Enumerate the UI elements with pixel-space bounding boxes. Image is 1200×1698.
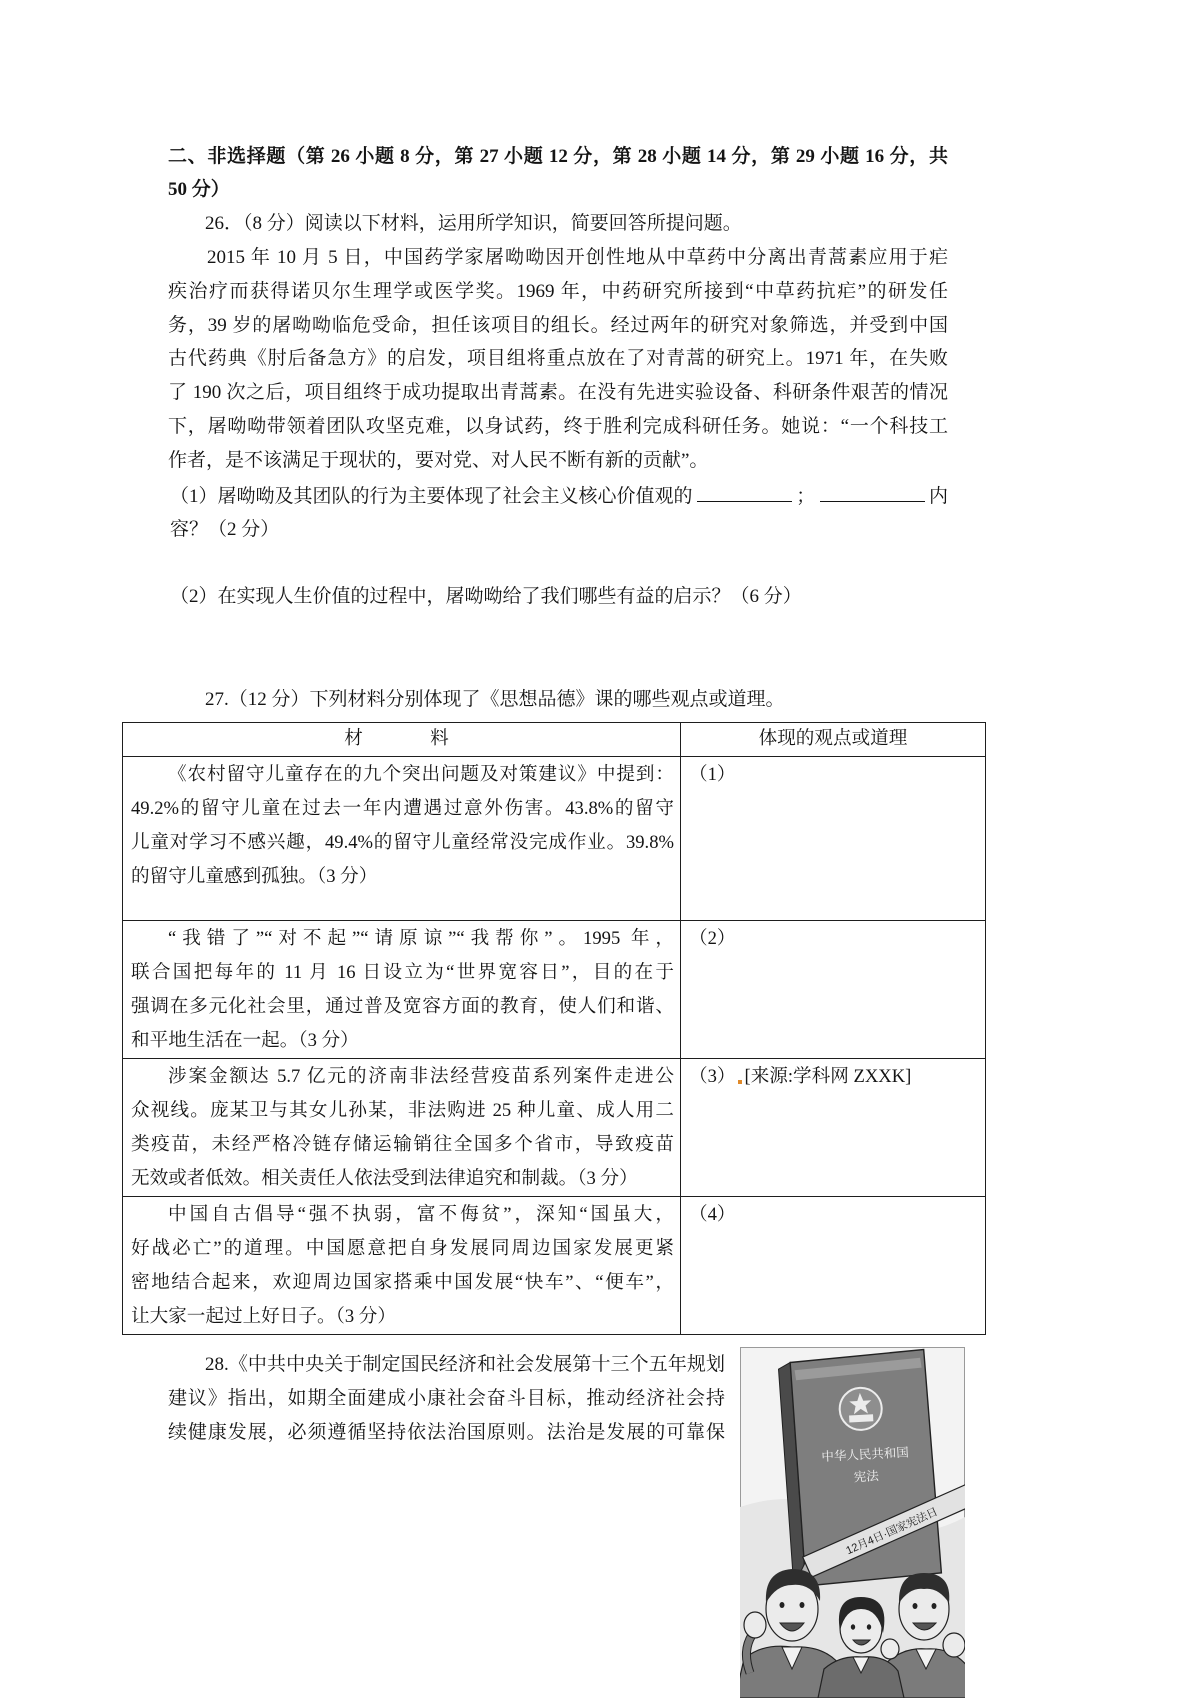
q26-sub1-text: （1）屠呦呦及其团队的行为主要体现了社会主义核心价值观的 <box>170 486 693 507</box>
table-row <box>123 921 986 1059</box>
material-cell <box>123 921 681 1059</box>
raised-fist <box>943 1633 965 1657</box>
answer-label: （1） <box>689 764 736 785</box>
q28-line: 续健康发展，必须遵循坚持依法治国原则。法治是发展的可靠保 <box>168 1422 725 1443</box>
answer-label: （2） <box>689 928 736 949</box>
q26-material-line: 2015 年 10 月 5 日，中国药学家屠呦呦因开创性地从中草药中分离出青蒿素应用于疟 <box>207 247 948 268</box>
section-heading-line: 二、非选择题（第 26 小题 8 分，第 27 小题 12 分，第 28 小题 14 分，第 29 小题 16 分，共 <box>168 146 948 167</box>
answer-label-with-source <box>689 1060 979 1094</box>
answer-blank-1[interactable] <box>697 483 792 502</box>
table-row <box>123 757 986 921</box>
section-heading-line: 50 分） <box>168 179 230 200</box>
national-emblem-icon <box>839 1387 883 1431</box>
material-line: 联合国把每年的 11 月 16 日设立为“世界宽容日”，目的在于 <box>131 962 674 983</box>
material-line: 《农村留守儿童存在的九个突出问题及对策建议》中提到： <box>168 764 674 785</box>
raised-fist <box>881 1639 899 1659</box>
answer-label: （3） <box>689 1066 736 1087</box>
q27-table <box>122 722 986 1335</box>
material-cell <box>123 1197 681 1335</box>
q26-material-line: 了 190 次之后，项目组终于成功提取出青蒿素。在没有先进实验设备、科研条件艰苦的情况 <box>168 382 948 403</box>
answer-blank-2[interactable] <box>820 483 925 502</box>
ribbon-text: 12月4日·国家宪法日 <box>844 1505 940 1558</box>
answer-label: （4） <box>689 1204 736 1225</box>
q26-sub1-tail: 内 <box>928 486 948 507</box>
material-line: 好战必亡”的道理。中国愿意把自身发展同周边国家发展更紧 <box>131 1238 674 1259</box>
material-cell <box>123 1059 681 1197</box>
illustration-canvas <box>740 1347 965 1698</box>
material-line: 密地结合起来，欢迎周边国家搭乘中国发展“快车”、“便车”， <box>131 1272 674 1293</box>
source-note: [来源:学科网 ZXXK] <box>744 1066 912 1087</box>
book-title-line: 宪法 <box>853 1469 880 1485</box>
q26-material-line: 下，屠呦呦带领着团队攻坚克难，以身试药，终于胜利完成科研任务。她说：“一个科技工 <box>168 416 948 437</box>
table-row <box>123 1197 986 1335</box>
book-title-line: 中华人民共和国 <box>821 1445 910 1464</box>
q26-material-line: 古代药典《肘后备急方》的启发，项目组将重点放在了对青蒿的研究上。1971 年，在失败 <box>168 348 948 369</box>
answer-cell[interactable] <box>681 757 986 921</box>
q26-sub1-separator: ； <box>796 486 816 507</box>
material-line: 类疫苗，未经严格冷链存储运输销往全国多个省市，导致疫苗 <box>131 1134 674 1155</box>
q26-stem: 26．（8 分）阅读以下材料，运用所学知识，简要回答所提问题。 <box>205 213 742 234</box>
table-row <box>123 1059 986 1197</box>
answer-cell[interactable] <box>681 921 986 1059</box>
material-line: 无效或者低效。相关责任人依法受到法律追究和制裁。（3 分） <box>131 1168 638 1189</box>
material-line: 强调在多元化社会里，通过普及宽容方面的教育，使人们和谐、 <box>131 996 674 1017</box>
q28-line: 建议》指出，如期全面建成小康社会奋斗目标，推动经济社会持 <box>168 1388 725 1409</box>
material-line: 众视线。庞某卫与其女儿孙某，非法购进 25 种儿童、成人用二 <box>131 1100 674 1121</box>
source-marker <box>738 1080 742 1084</box>
raised-fist <box>744 1612 766 1638</box>
q26-material-line: 疾治疗而获得诺贝尔生理学或医学奖。1969 年，中药研究所接到“中草药抗疟”的研发任 <box>168 281 948 302</box>
q26-material-line: 作者，是不该满足于现状的，要对党、对人民不断有新的贡献”。 <box>168 450 709 471</box>
constitution-day-illustration <box>740 1347 965 1698</box>
viewpoint-column-header: 体现的观点或道理 <box>681 723 986 757</box>
material-line: “我错了”“对不起”“请原谅”“我帮你”。1995 年， <box>168 928 674 949</box>
material-cell <box>123 757 681 921</box>
q26-material-line: 务，39 岁的屠呦呦临危受命，担任该项目的组长。经过两年的研究对象筛选，并受到中国 <box>168 315 948 336</box>
material-line: 儿童对学习不感兴趣，49.4%的留守儿童经常没完成作业。39.8% <box>131 832 674 853</box>
table-header-row <box>123 723 986 757</box>
material-line: 的留守儿童感到孤独。（3 分） <box>131 866 378 887</box>
material-line: 让大家一起过上好日子。（3 分） <box>131 1306 396 1327</box>
material-line: 中国自古倡导“强不执弱，富不侮贫”，深知“国虽大， <box>168 1204 674 1225</box>
q27-stem: 27.（12 分）下列材料分别体现了《思想品德》课的哪些观点或道理。 <box>205 689 785 710</box>
material-column-header: 材 料 <box>123 723 681 757</box>
answer-cell[interactable] <box>681 1197 986 1335</box>
q26-sub2-question: （2）在实现人生价值的过程中，屠呦呦给了我们哪些有益的启示？（6 分） <box>170 586 802 607</box>
answer-cell[interactable] <box>681 1059 986 1197</box>
material-line: 49.2%的留守儿童在过去一年内遭遇过意外伤害。43.8%的留守 <box>131 798 674 819</box>
material-line: 和平地生活在一起。（3 分） <box>131 1030 359 1051</box>
material-line: 涉案金额达 5.7 亿元的济南非法经营疫苗系列案件走进公 <box>168 1066 674 1087</box>
q26-sub1-question <box>170 480 948 514</box>
q28-line: 28.《中共中央关于制定国民经济和社会发展第十三个五年规划 <box>205 1354 725 1375</box>
q26-sub1-continuation: 容？（2 分） <box>170 519 280 540</box>
